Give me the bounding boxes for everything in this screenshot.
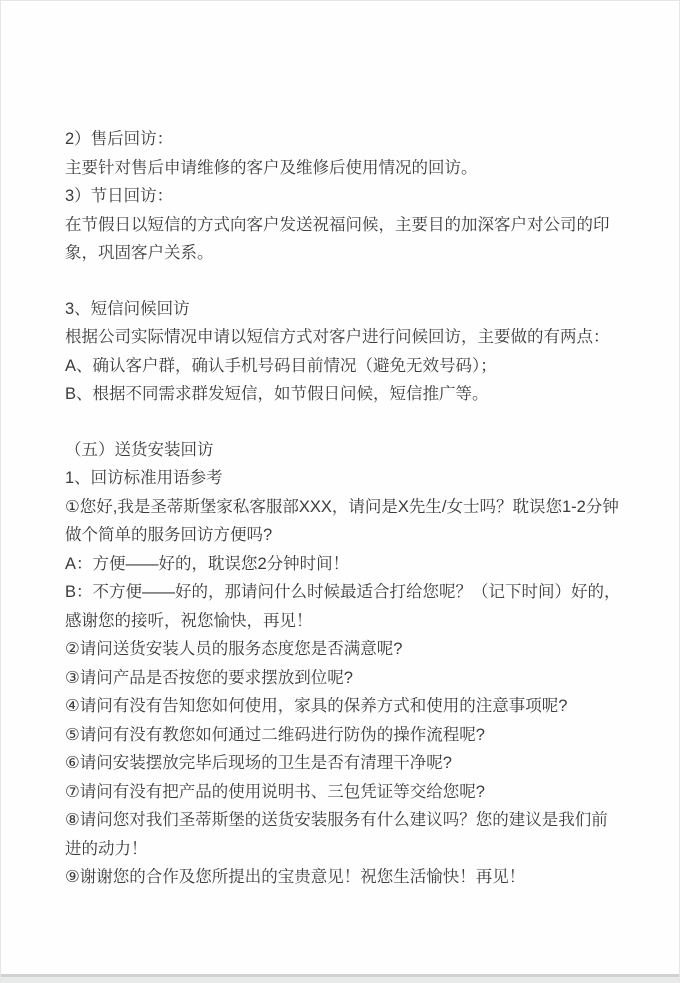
doc-line: ⑤请问有没有教您如何通过二维码进行防伪的操作流程呢? — [65, 725, 485, 744]
doc-line: 在节假日以短信的方式向客户发送祝福问候，主要目的加深客户对公司的印象，巩固客户关系。 — [65, 215, 610, 262]
doc-line: A：方便——好的，耽误您2分钟时间！ — [65, 554, 350, 573]
doc-line: 3、短信问候回访 — [65, 299, 190, 318]
doc-line: （五）送货安装回访 — [65, 440, 214, 459]
section-callback-types — [65, 125, 621, 268]
doc-line: 3）节日回访： — [65, 187, 174, 205]
doc-line: B、根据不同需求群发短信，如节假日问候，短信推广等。 — [65, 385, 489, 403]
doc-line: ①您好,我是圣蒂斯堡家私客服部XXX，请问是X先生/女士吗？耽误您1-2分钟做个简单的服务回访方便吗? — [65, 497, 619, 544]
page-bottom-edge — [1, 974, 679, 983]
section-sms-greeting-callback — [65, 295, 621, 409]
doc-line: 主要针对售后申请维修的客户及维修后使用情况的回访。 — [65, 158, 478, 177]
doc-line: 根据公司实际情况申请以短信方式对客户进行问候回访，主要做的有两点： — [65, 328, 610, 346]
doc-line: ⑧请问您对我们圣蒂斯堡的送货安装服务有什么建议吗？您的建议是我们前进的动力！ — [65, 811, 608, 858]
document-body-text — [65, 125, 621, 892]
doc-line: ⑨谢谢您的合作及您所提出的宝贵意见！祝您生活愉快！再见！ — [65, 868, 526, 886]
section-delivery-install-callback — [65, 436, 621, 892]
doc-line: ②请问送货安装人员的服务态度您是否满意呢? — [65, 640, 403, 658]
doc-line: A、确认客户群，确认手机号码目前情况（避免无效号码）； — [65, 356, 497, 375]
doc-line: 2）售后回访： — [65, 130, 174, 148]
doc-line: ⑥请问安装摆放完毕后现场的卫生是否有清理干净呢? — [65, 754, 452, 772]
doc-line: ④请问有没有告知您如何使用，家具的保养方式和使用的注意事项呢? — [65, 697, 568, 715]
doc-line: B：不方便——好的，那请问什么时候最适合打给您呢？（记下时间）好的，感谢您的接听，祝您愉快，再见！ — [65, 583, 621, 630]
doc-line: ⑦请问有没有把产品的使用说明书、三包凭证等交给您呢? — [65, 782, 485, 801]
doc-line: ③请问产品是否按您的要求摆放到位呢? — [65, 668, 353, 687]
doc-line: 1、回访标准用语参考 — [65, 469, 223, 487]
